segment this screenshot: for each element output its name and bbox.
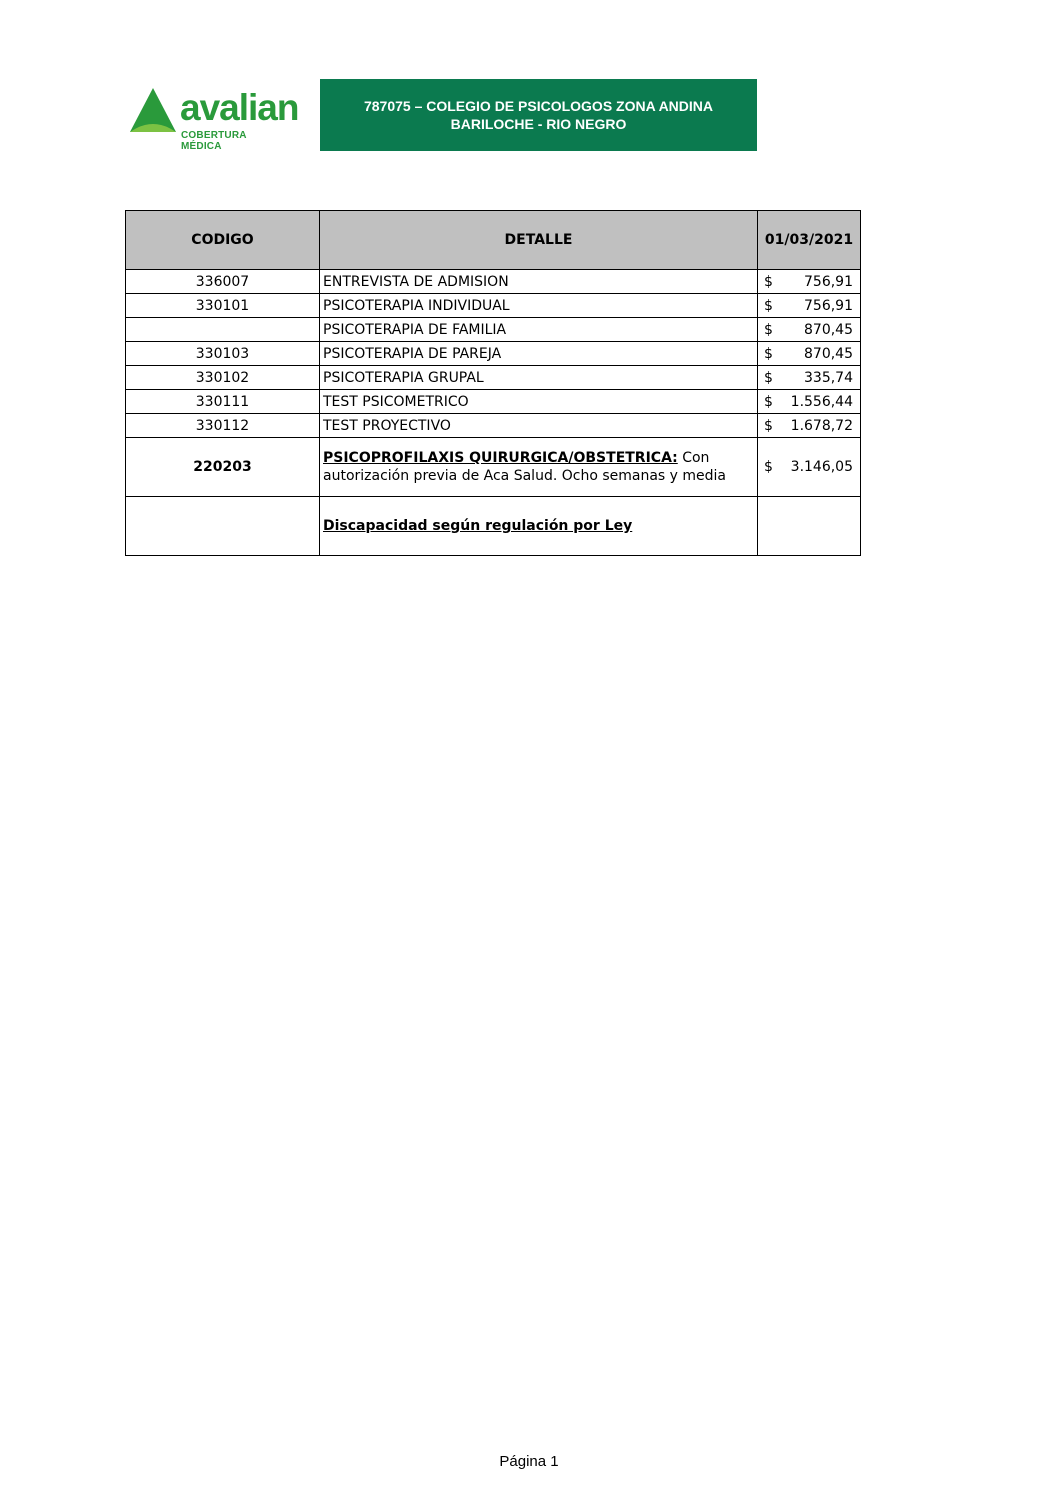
row-detail: PSICOTERAPIA DE PAREJA xyxy=(320,342,758,366)
table-row xyxy=(126,342,861,366)
currency-symbol: $ xyxy=(764,459,773,475)
row-amount: 1.678,72 xyxy=(790,417,853,434)
currency-symbol: $ xyxy=(764,345,773,362)
row-code xyxy=(126,318,320,342)
currency-symbol: $ xyxy=(764,297,773,314)
row-code: 220203 xyxy=(126,438,320,497)
table-header-row xyxy=(126,211,861,270)
row-code: 330103 xyxy=(126,342,320,366)
table-row xyxy=(126,294,861,318)
currency-symbol: $ xyxy=(764,417,773,434)
row-amount: 1.556,44 xyxy=(790,393,853,410)
row-price xyxy=(758,342,861,366)
row-code: 330112 xyxy=(126,414,320,438)
row-code: 330102 xyxy=(126,366,320,390)
row-detail: PSICOTERAPIA GRUPAL xyxy=(320,366,758,390)
logo-wordmark: avalian xyxy=(180,87,299,128)
row-price xyxy=(758,318,861,342)
row-price xyxy=(758,270,861,294)
row-price xyxy=(758,414,861,438)
row-detail: PSICOTERAPIA DE FAMILIA xyxy=(320,318,758,342)
currency-symbol: $ xyxy=(764,273,773,290)
currency-symbol: $ xyxy=(764,393,773,410)
row-price xyxy=(758,438,861,497)
row-price xyxy=(758,390,861,414)
currency-symbol: $ xyxy=(764,369,773,386)
row-price xyxy=(758,497,861,556)
row-detail: TEST PSICOMETRICO xyxy=(320,390,758,414)
row-amount: 870,45 xyxy=(804,345,853,362)
row-code: 336007 xyxy=(126,270,320,294)
row-amount: 756,91 xyxy=(804,297,853,314)
column-header-code: CODIGO xyxy=(126,211,320,270)
avalian-logo xyxy=(128,86,299,152)
table-row xyxy=(126,390,861,414)
row-detail: TEST PROYECTIVO xyxy=(320,414,758,438)
table-row xyxy=(126,366,861,390)
detail-line-2: autorización previa de Aca Salud. Ocho semanas y media xyxy=(323,468,726,484)
title-line-1: 787075 – COLEGIO DE PSICOLOGOS ZONA ANDINA xyxy=(363,98,714,114)
row-price xyxy=(758,366,861,390)
row-detail xyxy=(320,438,758,497)
row-amount: 3.146,05 xyxy=(790,459,853,475)
column-header-detail: DETALLE xyxy=(320,211,758,270)
row-detail xyxy=(320,497,758,556)
row-code xyxy=(126,497,320,556)
table-row xyxy=(126,414,861,438)
detail-rest: Con xyxy=(677,450,710,466)
currency-symbol: $ xyxy=(764,321,773,338)
row-amount: 870,45 xyxy=(804,321,853,338)
table-row xyxy=(126,270,861,294)
tariff-table xyxy=(125,210,861,556)
table-row-psicoprofilaxis xyxy=(126,438,861,497)
logo-tagline: COBERTURA MÉDICA xyxy=(181,130,247,152)
row-code: 330101 xyxy=(126,294,320,318)
row-code: 330111 xyxy=(126,390,320,414)
page-number: Página 1 xyxy=(499,1453,559,1470)
detail-title: PSICOPROFILAXIS QUIRURGICA/OBSTETRICA: xyxy=(323,450,678,466)
table-row xyxy=(126,318,861,342)
discapacidad-note: Discapacidad según regulación por Ley xyxy=(323,518,633,534)
title-line-2: BARILOCHE - RIO NEGRO xyxy=(450,116,627,132)
row-amount: 756,91 xyxy=(804,273,853,290)
document-title-banner xyxy=(320,79,757,151)
column-header-date: 01/03/2021 xyxy=(758,211,861,270)
row-price xyxy=(758,294,861,318)
table-row-discapacidad xyxy=(126,497,861,556)
logo-mark-icon xyxy=(128,86,178,136)
row-detail: ENTREVISTA DE ADMISION xyxy=(320,270,758,294)
row-amount: 335,74 xyxy=(804,369,853,386)
row-detail: PSICOTERAPIA INDIVIDUAL xyxy=(320,294,758,318)
